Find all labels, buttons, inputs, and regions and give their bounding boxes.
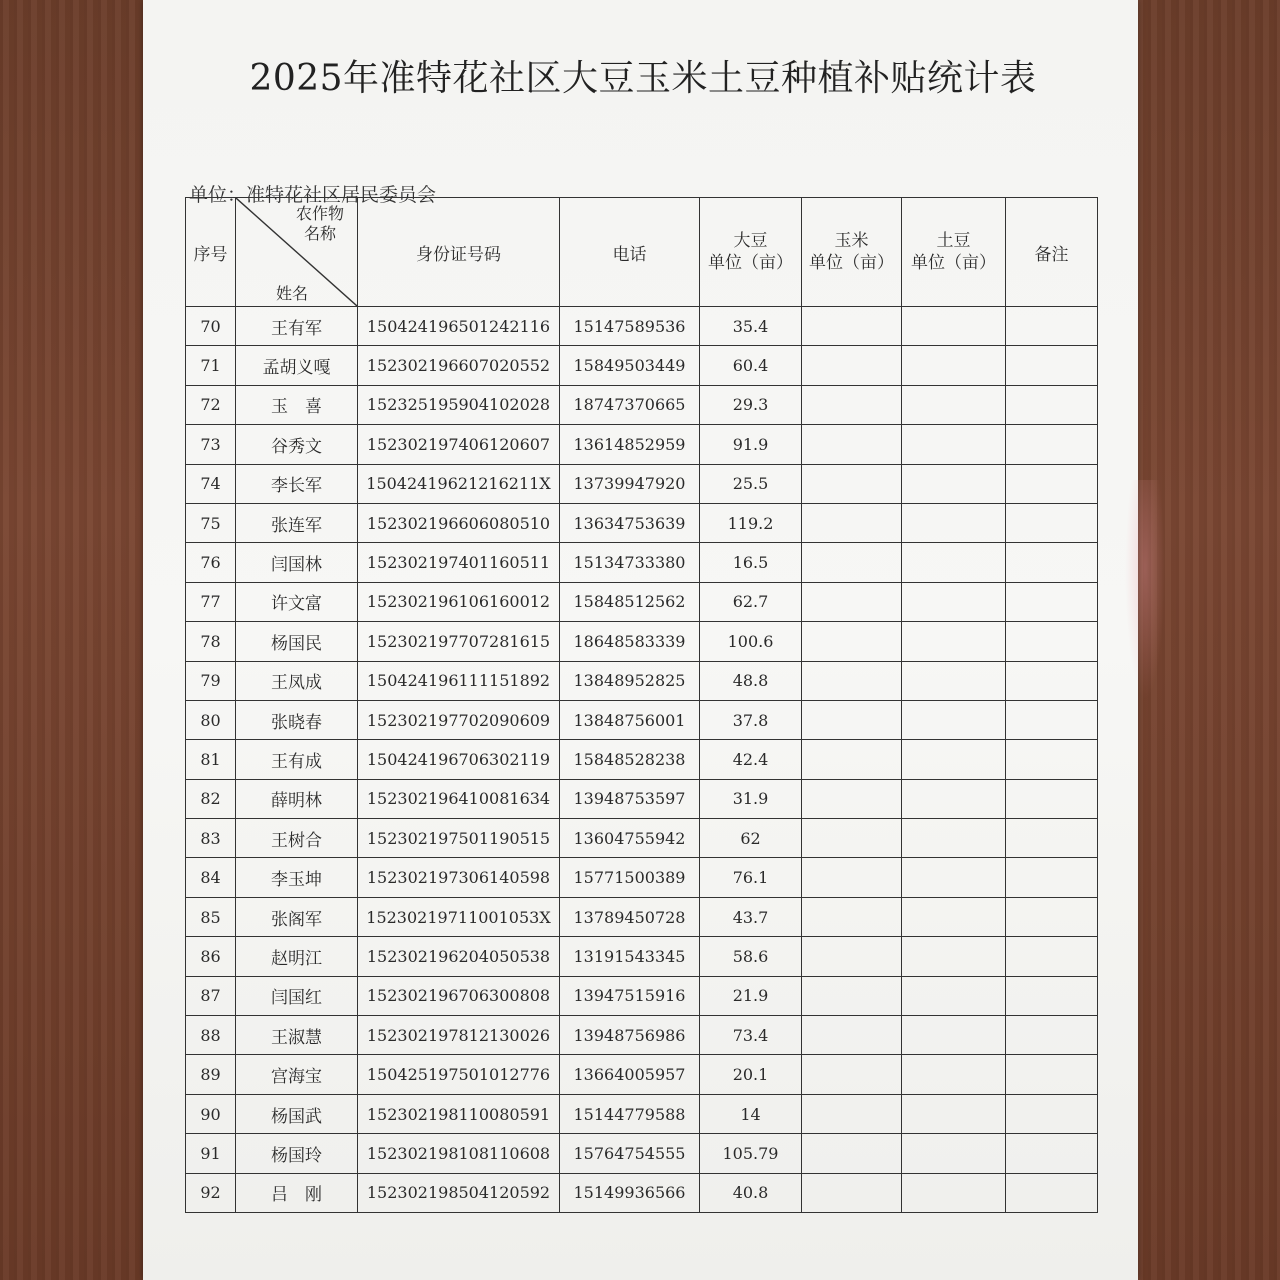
cell-soybean: 76.1 bbox=[700, 858, 802, 897]
cell-potato bbox=[902, 858, 1006, 897]
table-row bbox=[186, 740, 1098, 779]
cell-phone: 13604755942 bbox=[560, 819, 700, 858]
cell-index: 77 bbox=[186, 582, 236, 621]
cell-soybean: 48.8 bbox=[700, 661, 802, 700]
cell-index: 81 bbox=[186, 740, 236, 779]
cell-phone: 15764754555 bbox=[560, 1134, 700, 1173]
cell-potato bbox=[902, 1173, 1006, 1212]
header-soybean-label: 大豆 bbox=[733, 231, 768, 251]
cell-remark bbox=[1006, 543, 1098, 582]
cell-corn bbox=[802, 307, 902, 346]
cell-soybean: 35.4 bbox=[700, 307, 802, 346]
cell-remark bbox=[1006, 1055, 1098, 1094]
cell-phone: 13191543345 bbox=[560, 937, 700, 976]
table-row bbox=[186, 622, 1098, 661]
cell-phone: 15848528238 bbox=[560, 740, 700, 779]
cell-phone: 13664005957 bbox=[560, 1055, 700, 1094]
cell-soybean: 29.3 bbox=[700, 385, 802, 424]
cell-name: 闫国红 bbox=[236, 976, 358, 1015]
cell-corn bbox=[802, 937, 902, 976]
header-diagonal bbox=[236, 198, 358, 307]
cell-soybean: 31.9 bbox=[700, 779, 802, 818]
paper-sheet bbox=[143, 0, 1138, 1280]
cell-index: 87 bbox=[186, 976, 236, 1015]
header-crop-name: 农作物名称 bbox=[295, 204, 344, 243]
cell-soybean: 25.5 bbox=[700, 464, 802, 503]
table-row bbox=[186, 346, 1098, 385]
cell-phone: 13848756001 bbox=[560, 700, 700, 739]
table-row bbox=[186, 661, 1098, 700]
cell-corn bbox=[802, 1094, 902, 1133]
cell-name: 玉 喜 bbox=[236, 385, 358, 424]
cell-corn bbox=[802, 622, 902, 661]
cell-soybean: 14 bbox=[700, 1094, 802, 1133]
cell-id-number: 152302196607020552 bbox=[358, 346, 560, 385]
cell-potato bbox=[902, 976, 1006, 1015]
table-row bbox=[186, 1094, 1098, 1133]
cell-phone: 13848952825 bbox=[560, 661, 700, 700]
table-row bbox=[186, 858, 1098, 897]
cell-name: 张连军 bbox=[236, 503, 358, 542]
cell-id-number: 152302197501190515 bbox=[358, 819, 560, 858]
cell-potato bbox=[902, 1055, 1006, 1094]
cell-id-number: 152302196606080510 bbox=[358, 503, 560, 542]
cell-remark bbox=[1006, 503, 1098, 542]
cell-phone: 15134733380 bbox=[560, 543, 700, 582]
header-id-number: 身份证号码 bbox=[358, 198, 560, 307]
cell-name: 吕 刚 bbox=[236, 1173, 358, 1212]
table-row bbox=[186, 464, 1098, 503]
cell-index: 90 bbox=[186, 1094, 236, 1133]
cell-id-number: 152302198108110608 bbox=[358, 1134, 560, 1173]
cell-potato bbox=[902, 425, 1006, 464]
cell-remark bbox=[1006, 819, 1098, 858]
cell-remark bbox=[1006, 425, 1098, 464]
cell-phone: 13948756986 bbox=[560, 1016, 700, 1055]
document-title: 2025年准特花社区大豆玉米土豆种植补贴统计表 bbox=[249, 58, 1037, 99]
cell-soybean: 62 bbox=[700, 819, 802, 858]
cell-index: 89 bbox=[186, 1055, 236, 1094]
cell-name: 宫海宝 bbox=[236, 1055, 358, 1094]
cell-corn bbox=[802, 779, 902, 818]
table-row bbox=[186, 819, 1098, 858]
cell-soybean: 73.4 bbox=[700, 1016, 802, 1055]
header-index: 序号 bbox=[186, 198, 236, 307]
cell-index: 72 bbox=[186, 385, 236, 424]
cell-name: 薛明林 bbox=[236, 779, 358, 818]
cell-remark bbox=[1006, 740, 1098, 779]
cell-id-number: 152302197401160511 bbox=[358, 543, 560, 582]
cell-index: 80 bbox=[186, 700, 236, 739]
cell-potato bbox=[902, 385, 1006, 424]
table-row bbox=[186, 543, 1098, 582]
cell-name: 孟胡义嘎 bbox=[236, 346, 358, 385]
cell-remark bbox=[1006, 582, 1098, 621]
cell-name: 杨国玲 bbox=[236, 1134, 358, 1173]
cell-corn bbox=[802, 1055, 902, 1094]
cell-remark bbox=[1006, 937, 1098, 976]
cell-corn bbox=[802, 582, 902, 621]
cell-remark bbox=[1006, 700, 1098, 739]
header-corn-label: 玉米 bbox=[834, 231, 869, 251]
cell-index: 83 bbox=[186, 819, 236, 858]
cell-name: 闫国林 bbox=[236, 543, 358, 582]
cell-id-number: 152302197702090609 bbox=[358, 700, 560, 739]
cell-name: 王有军 bbox=[236, 307, 358, 346]
cell-soybean: 91.9 bbox=[700, 425, 802, 464]
cell-phone: 13739947920 bbox=[560, 464, 700, 503]
header-row bbox=[186, 198, 1098, 307]
cell-corn bbox=[802, 346, 902, 385]
cell-corn bbox=[802, 740, 902, 779]
cell-id-number: 152302196204050538 bbox=[358, 937, 560, 976]
cell-id-number: 152325195904102028 bbox=[358, 385, 560, 424]
cell-corn bbox=[802, 464, 902, 503]
cell-index: 92 bbox=[186, 1173, 236, 1212]
cell-index: 78 bbox=[186, 622, 236, 661]
header-corn bbox=[802, 198, 902, 307]
table-row bbox=[186, 425, 1098, 464]
cell-name: 杨国民 bbox=[236, 622, 358, 661]
cell-soybean: 42.4 bbox=[700, 740, 802, 779]
cell-soybean: 16.5 bbox=[700, 543, 802, 582]
cell-id-number: 15042419621216211X bbox=[358, 464, 560, 503]
cell-potato bbox=[902, 819, 1006, 858]
cell-index: 88 bbox=[186, 1016, 236, 1055]
cell-id-number: 152302197707281615 bbox=[358, 622, 560, 661]
cell-remark bbox=[1006, 1016, 1098, 1055]
cell-soybean: 21.9 bbox=[700, 976, 802, 1015]
cell-name: 杨国武 bbox=[236, 1094, 358, 1133]
cell-remark bbox=[1006, 385, 1098, 424]
cell-soybean: 62.7 bbox=[700, 582, 802, 621]
cell-remark bbox=[1006, 1134, 1098, 1173]
cell-remark bbox=[1006, 858, 1098, 897]
cell-remark bbox=[1006, 346, 1098, 385]
subsidy-table bbox=[185, 197, 1098, 1213]
cell-potato bbox=[902, 779, 1006, 818]
table-row bbox=[186, 1134, 1098, 1173]
cell-id-number: 152302197406120607 bbox=[358, 425, 560, 464]
cell-name: 许文富 bbox=[236, 582, 358, 621]
header-person-name: 姓名 bbox=[276, 284, 309, 303]
cell-potato bbox=[902, 897, 1006, 936]
cell-corn bbox=[802, 700, 902, 739]
cell-corn bbox=[802, 1134, 902, 1173]
cell-phone: 13614852959 bbox=[560, 425, 700, 464]
table-row bbox=[186, 307, 1098, 346]
cell-corn bbox=[802, 661, 902, 700]
cell-id-number: 150424196501242116 bbox=[358, 307, 560, 346]
cell-id-number: 152302197812130026 bbox=[358, 1016, 560, 1055]
header-potato-label: 土豆 bbox=[936, 231, 971, 251]
table-row bbox=[186, 1016, 1098, 1055]
cell-index: 76 bbox=[186, 543, 236, 582]
cell-phone: 15144779588 bbox=[560, 1094, 700, 1133]
header-soybean-unit: 单位（亩） bbox=[708, 253, 793, 273]
cell-soybean: 37.8 bbox=[700, 700, 802, 739]
table-row bbox=[186, 1173, 1098, 1212]
cell-name: 赵明江 bbox=[236, 937, 358, 976]
cell-index: 86 bbox=[186, 937, 236, 976]
cell-index: 74 bbox=[186, 464, 236, 503]
cell-remark bbox=[1006, 897, 1098, 936]
cell-remark bbox=[1006, 622, 1098, 661]
cell-corn bbox=[802, 543, 902, 582]
cell-soybean: 40.8 bbox=[700, 1173, 802, 1212]
table-row bbox=[186, 700, 1098, 739]
unit-label: 单位：准特花社区居民委员会 bbox=[189, 184, 437, 206]
cell-remark bbox=[1006, 779, 1098, 818]
cell-name: 王树合 bbox=[236, 819, 358, 858]
cell-id-number: 152302196706300808 bbox=[358, 976, 560, 1015]
cell-phone: 15771500389 bbox=[560, 858, 700, 897]
cell-name: 王凤成 bbox=[236, 661, 358, 700]
cell-name: 谷秀文 bbox=[236, 425, 358, 464]
cell-name: 李玉坤 bbox=[236, 858, 358, 897]
cell-potato bbox=[902, 1016, 1006, 1055]
cell-remark bbox=[1006, 1173, 1098, 1212]
cell-soybean: 43.7 bbox=[700, 897, 802, 936]
cell-soybean: 58.6 bbox=[700, 937, 802, 976]
cell-corn bbox=[802, 503, 902, 542]
cell-index: 75 bbox=[186, 503, 236, 542]
cell-id-number: 152302198504120592 bbox=[358, 1173, 560, 1212]
table-row bbox=[186, 1055, 1098, 1094]
cell-index: 79 bbox=[186, 661, 236, 700]
cell-remark bbox=[1006, 307, 1098, 346]
cell-id-number: 150424196706302119 bbox=[358, 740, 560, 779]
cell-potato bbox=[902, 582, 1006, 621]
table-row bbox=[186, 937, 1098, 976]
cell-name: 张阁军 bbox=[236, 897, 358, 936]
cell-id-number: 152302198110080591 bbox=[358, 1094, 560, 1133]
cell-corn bbox=[802, 897, 902, 936]
table-row bbox=[186, 976, 1098, 1015]
cell-id-number: 152302196106160012 bbox=[358, 582, 560, 621]
cell-soybean: 60.4 bbox=[700, 346, 802, 385]
cell-id-number: 15230219711001053X bbox=[358, 897, 560, 936]
cell-soybean: 100.6 bbox=[700, 622, 802, 661]
cell-index: 85 bbox=[186, 897, 236, 936]
cell-remark bbox=[1006, 464, 1098, 503]
cell-index: 91 bbox=[186, 1134, 236, 1173]
cell-phone: 18747370665 bbox=[560, 385, 700, 424]
cell-name: 王淑慧 bbox=[236, 1016, 358, 1055]
table-row bbox=[186, 897, 1098, 936]
cell-corn bbox=[802, 385, 902, 424]
table-row bbox=[186, 582, 1098, 621]
cell-potato bbox=[902, 503, 1006, 542]
cell-id-number: 152302197306140598 bbox=[358, 858, 560, 897]
cell-phone: 15848512562 bbox=[560, 582, 700, 621]
cell-phone: 15147589536 bbox=[560, 307, 700, 346]
table-row bbox=[186, 385, 1098, 424]
cell-potato bbox=[902, 346, 1006, 385]
cell-corn bbox=[802, 976, 902, 1015]
cell-corn bbox=[802, 1173, 902, 1212]
cell-index: 73 bbox=[186, 425, 236, 464]
cell-index: 84 bbox=[186, 858, 236, 897]
cell-potato bbox=[902, 464, 1006, 503]
header-soybean bbox=[700, 198, 802, 307]
cell-name: 张晓春 bbox=[236, 700, 358, 739]
header-potato-unit: 单位（亩） bbox=[911, 253, 996, 273]
header-corn-unit: 单位（亩） bbox=[809, 253, 894, 273]
cell-phone: 13789450728 bbox=[560, 897, 700, 936]
cell-phone: 13948753597 bbox=[560, 779, 700, 818]
cell-id-number: 150424196111151892 bbox=[358, 661, 560, 700]
cell-index: 70 bbox=[186, 307, 236, 346]
cell-name: 李长军 bbox=[236, 464, 358, 503]
cell-potato bbox=[902, 700, 1006, 739]
cell-corn bbox=[802, 819, 902, 858]
header-remark: 备注 bbox=[1006, 198, 1098, 307]
cell-potato bbox=[902, 661, 1006, 700]
stamp-bleed bbox=[1125, 480, 1165, 700]
header-potato bbox=[902, 198, 1006, 307]
cell-potato bbox=[902, 740, 1006, 779]
cell-id-number: 152302196410081634 bbox=[358, 779, 560, 818]
cell-phone: 13634753639 bbox=[560, 503, 700, 542]
cell-potato bbox=[902, 543, 1006, 582]
cell-potato bbox=[902, 1134, 1006, 1173]
cell-name: 王有成 bbox=[236, 740, 358, 779]
cell-potato bbox=[902, 1094, 1006, 1133]
cell-phone: 15849503449 bbox=[560, 346, 700, 385]
cell-phone: 13947515916 bbox=[560, 976, 700, 1015]
table-row bbox=[186, 779, 1098, 818]
cell-index: 82 bbox=[186, 779, 236, 818]
cell-remark bbox=[1006, 976, 1098, 1015]
cell-corn bbox=[802, 425, 902, 464]
cell-corn bbox=[802, 1016, 902, 1055]
cell-corn bbox=[802, 858, 902, 897]
cell-index: 71 bbox=[186, 346, 236, 385]
header-phone: 电话 bbox=[560, 198, 700, 307]
cell-remark bbox=[1006, 1094, 1098, 1133]
cell-soybean: 105.79 bbox=[700, 1134, 802, 1173]
cell-remark bbox=[1006, 661, 1098, 700]
cell-potato bbox=[902, 937, 1006, 976]
table-row bbox=[186, 503, 1098, 542]
cell-id-number: 150425197501012776 bbox=[358, 1055, 560, 1094]
cell-soybean: 119.2 bbox=[700, 503, 802, 542]
cell-phone: 18648583339 bbox=[560, 622, 700, 661]
cell-potato bbox=[902, 622, 1006, 661]
cell-phone: 15149936566 bbox=[560, 1173, 700, 1212]
cell-potato bbox=[902, 307, 1006, 346]
cell-soybean: 20.1 bbox=[700, 1055, 802, 1094]
